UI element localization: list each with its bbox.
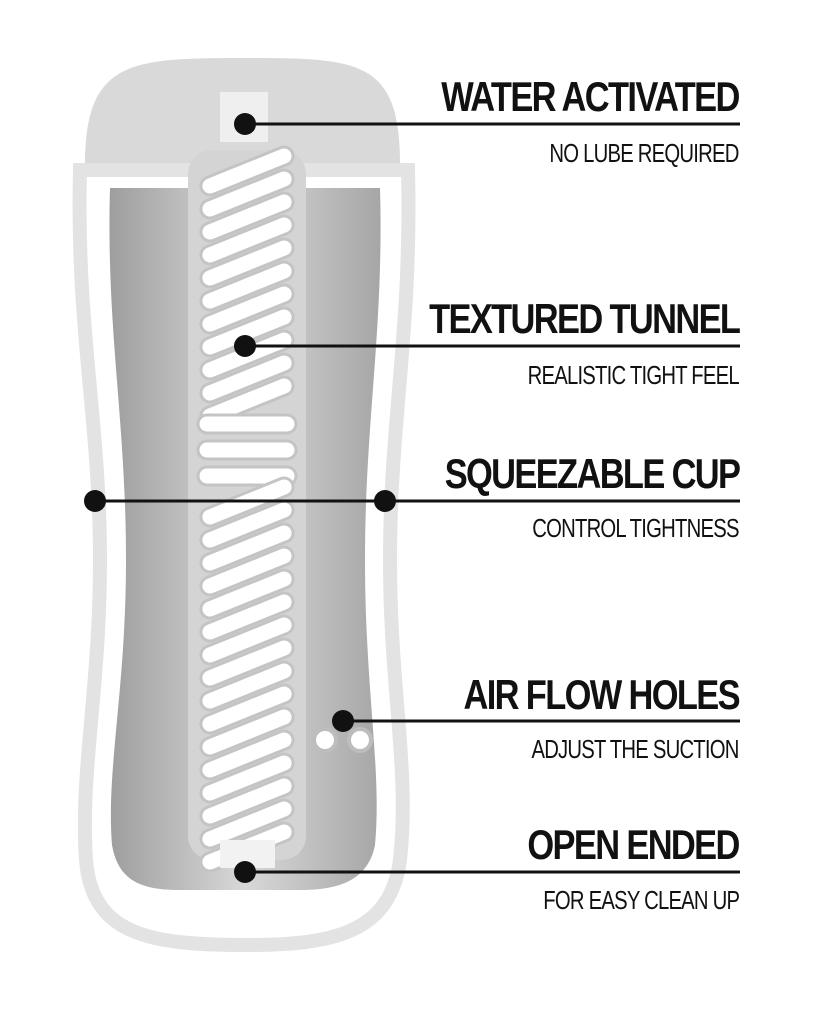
callout-subtitle-water: NO LUBE REQUIRED <box>549 138 739 168</box>
leader-dot-air <box>332 710 354 732</box>
callout-subtitle-squeeze: CONTROL TIGHTNESS <box>532 513 739 543</box>
leader-dot-open <box>234 861 256 883</box>
leader-dot-tunnel <box>234 335 256 357</box>
tunnel-ridge <box>198 415 296 433</box>
callout-title-tunnel: TEXTURED TUNNEL <box>428 295 739 342</box>
tunnel-ridge <box>198 441 296 459</box>
callout-title-squeeze: SQUEEZABLE CUP <box>444 450 739 497</box>
leader-dot-squeeze-left <box>84 490 106 512</box>
leader-dot-water <box>234 113 256 135</box>
callout-subtitle-open: FOR EASY CLEAN UP <box>543 885 739 915</box>
textured-tunnel <box>188 144 306 873</box>
air-hole-left <box>314 729 336 751</box>
leader-dot-squeeze-right <box>374 490 396 512</box>
callout-title-open: OPEN ENDED <box>527 821 739 868</box>
callout-subtitle-tunnel: REALISTIC TIGHT FEEL <box>527 360 739 390</box>
callout-title-water: WATER ACTIVATED <box>441 73 739 120</box>
callout-subtitle-air: ADJUST THE SUCTION <box>531 734 739 764</box>
callout-title-air: AIR FLOW HOLES <box>463 671 739 718</box>
air-hole-right <box>349 729 371 751</box>
